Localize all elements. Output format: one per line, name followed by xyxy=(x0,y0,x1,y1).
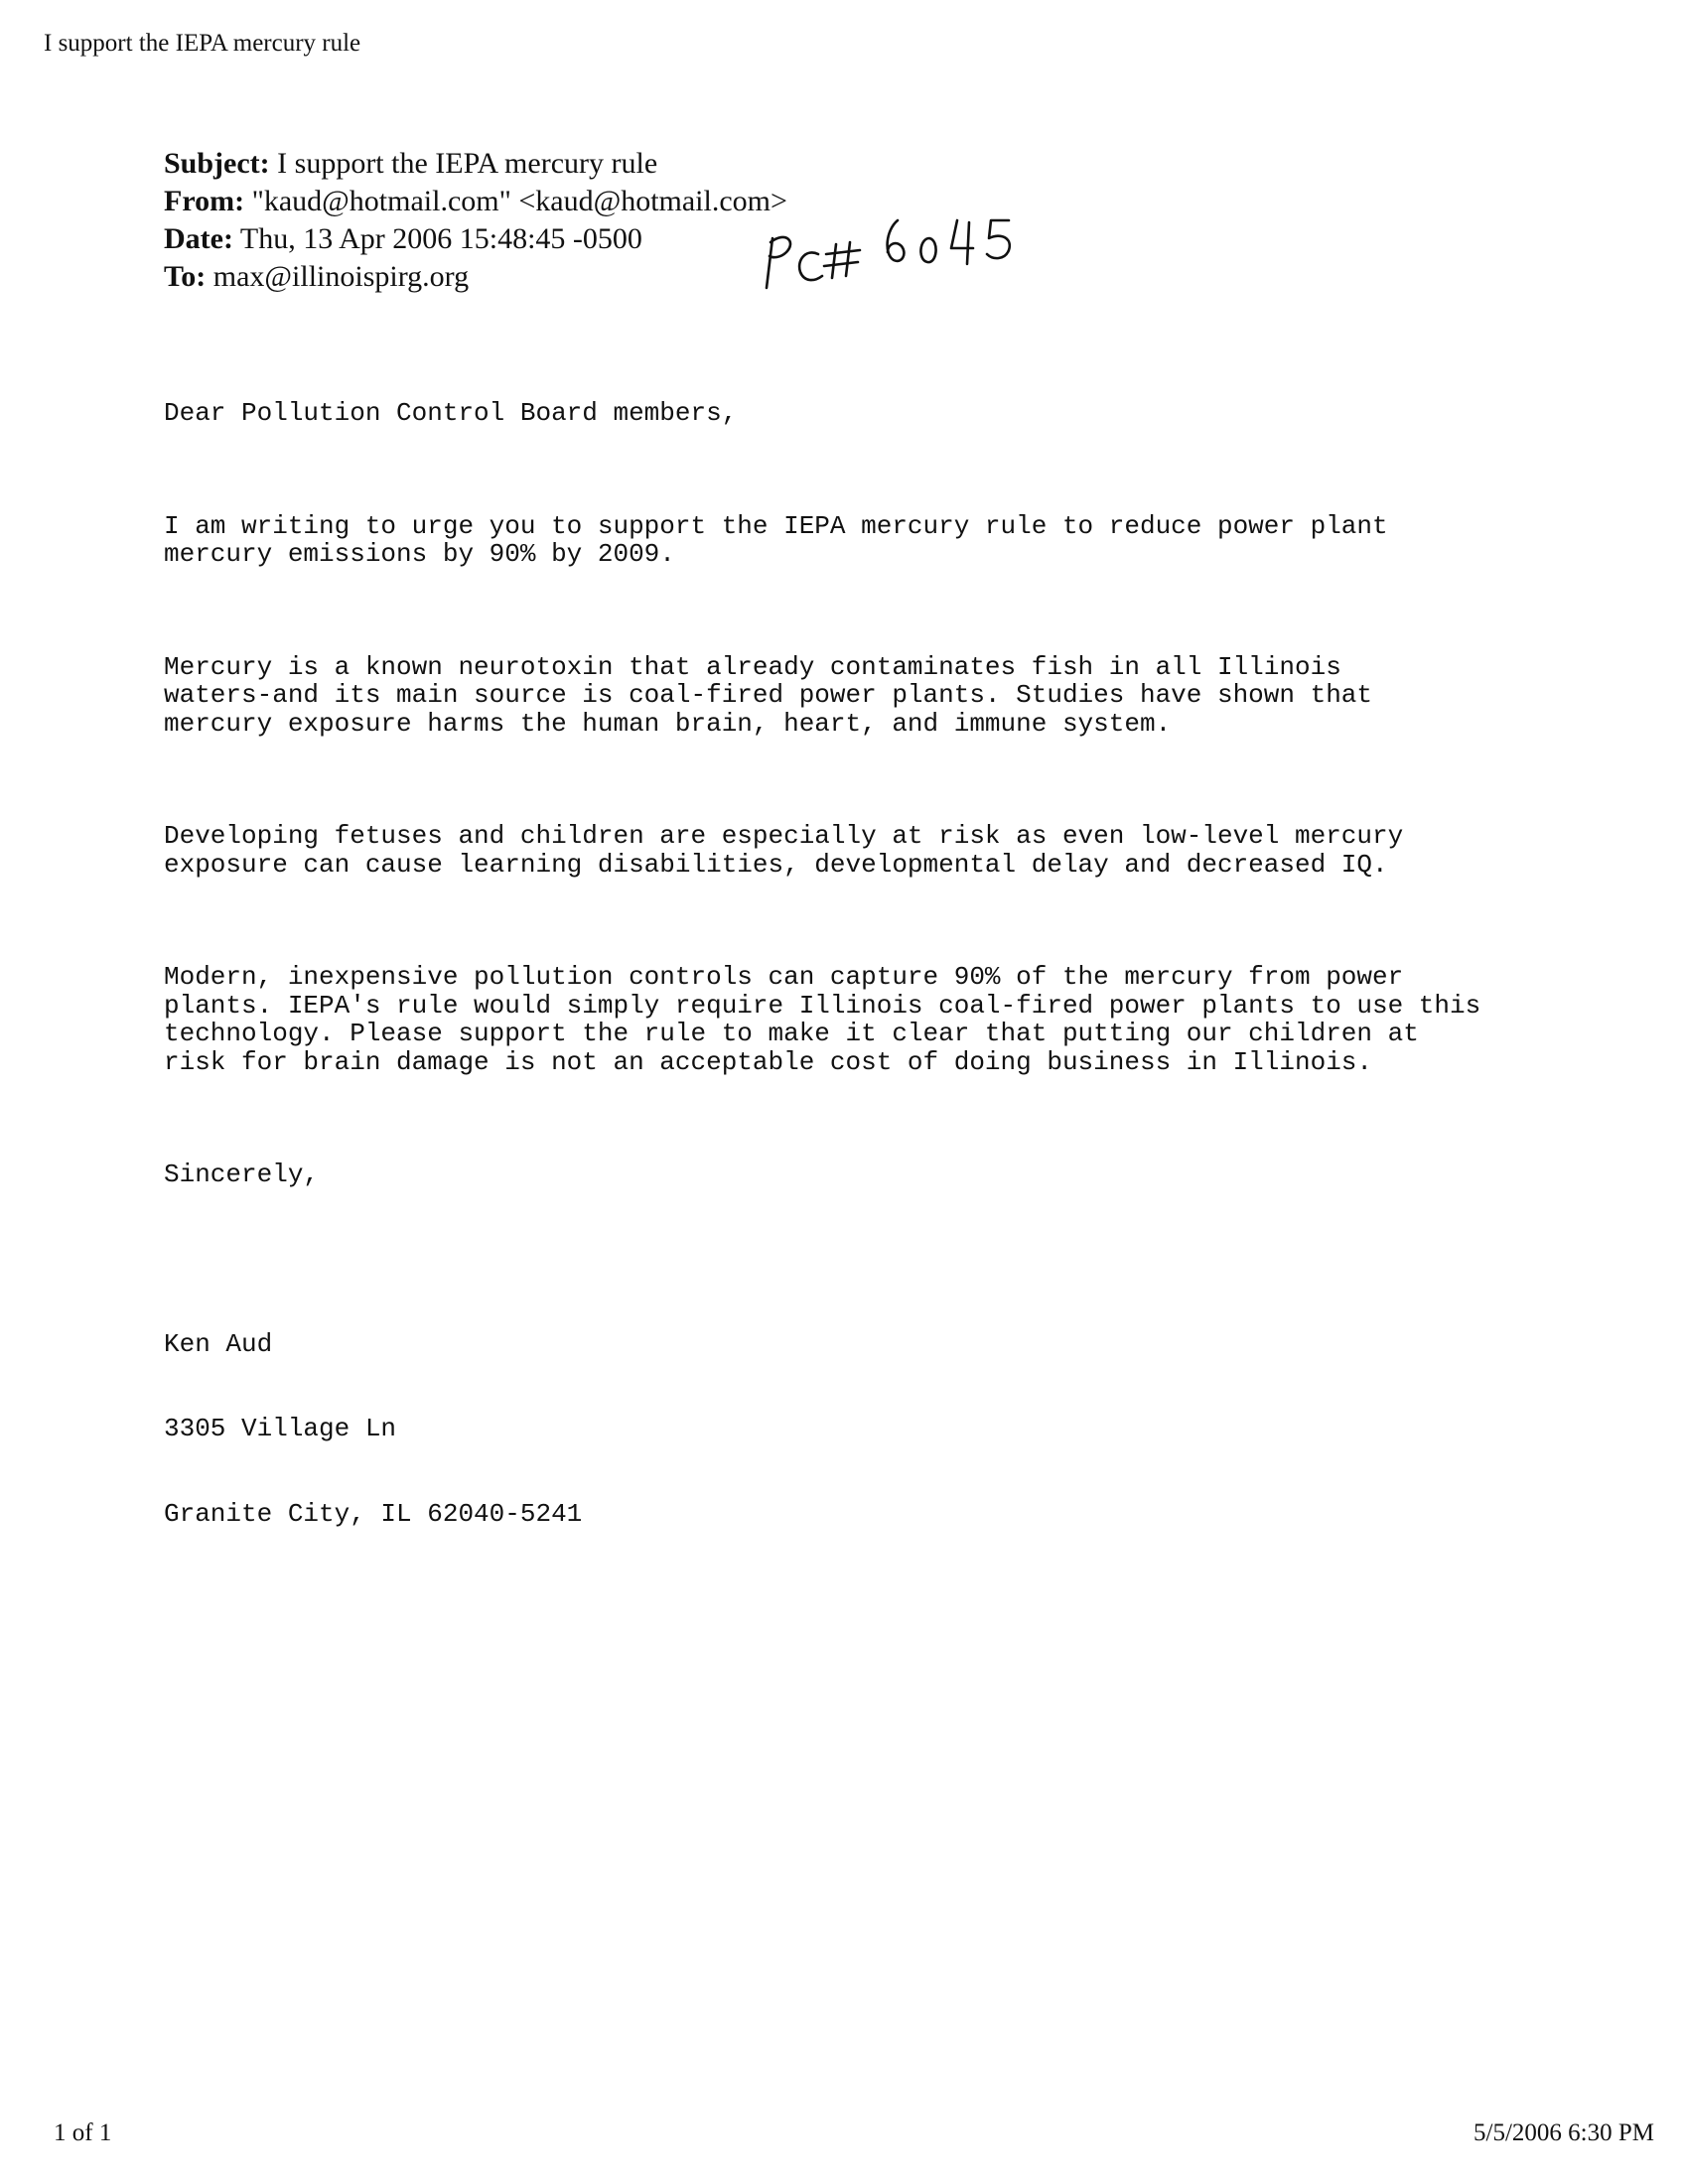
from-row xyxy=(164,183,787,220)
paragraph-1: I am writing to urge you to support the IEPA mercury rule to reduce power plant mercury emissions by 90% by 2009. xyxy=(164,510,1388,569)
salutation: Dear Pollution Control Board members, xyxy=(164,398,738,428)
to-row xyxy=(164,258,787,296)
signature-block xyxy=(164,1274,1653,1585)
date-value: Thu, 13 Apr 2006 15:48:45 -0500 xyxy=(232,222,642,255)
subject-label: Subject: xyxy=(164,147,270,180)
page-number: 1 of 1 xyxy=(54,2119,112,2146)
to-value: max@illinoispirg.org xyxy=(206,260,470,293)
subject-row xyxy=(164,145,787,183)
paragraph-3: Developing fetuses and children are especially at risk as even low-level mercury exposure can cause learning disabilities, developmental delay and decreased IQ. xyxy=(164,821,1404,880)
closing: Sincerely, xyxy=(164,1160,320,1189)
paragraph-4: Modern, inexpensive pollution controls can capture 90% of the mercury from power plants. IEPA's rule would simply require Illinois coal-fired power plants to use this technology. Please support the rule to make it clear that putting our children at risk for brain damage is not an acceptable cost of doing business in Illinois. xyxy=(164,962,1481,1077)
email-body xyxy=(164,342,1653,1641)
to-label: To: xyxy=(164,260,207,293)
signature-street: 3305 Village Ln xyxy=(164,1414,397,1443)
handwritten-pc-number xyxy=(753,208,1051,318)
email-headers xyxy=(164,145,787,296)
print-header-title: I support the IEPA mercury rule xyxy=(44,30,361,57)
date-row xyxy=(164,220,787,258)
signature-city: Granite City, IL 62040-5241 xyxy=(164,1498,583,1529)
from-label: From: xyxy=(164,185,245,217)
paragraph-2: Mercury is a known neurotoxin that already contaminates fish in all Illinois waters-and its main source is coal-fired power plants. Studies have shown that mercury exposure harms the human brain, heart, and immune system. xyxy=(164,651,1372,739)
date-label: Date: xyxy=(164,222,233,255)
print-timestamp: 5/5/2006 6:30 PM xyxy=(1474,2119,1654,2146)
signature-name: Ken Aud xyxy=(164,1328,273,1359)
from-value: "kaud@hotmail.com" <kaud@hotmail.com> xyxy=(244,185,787,217)
subject-value: I support the IEPA mercury rule xyxy=(269,147,658,180)
